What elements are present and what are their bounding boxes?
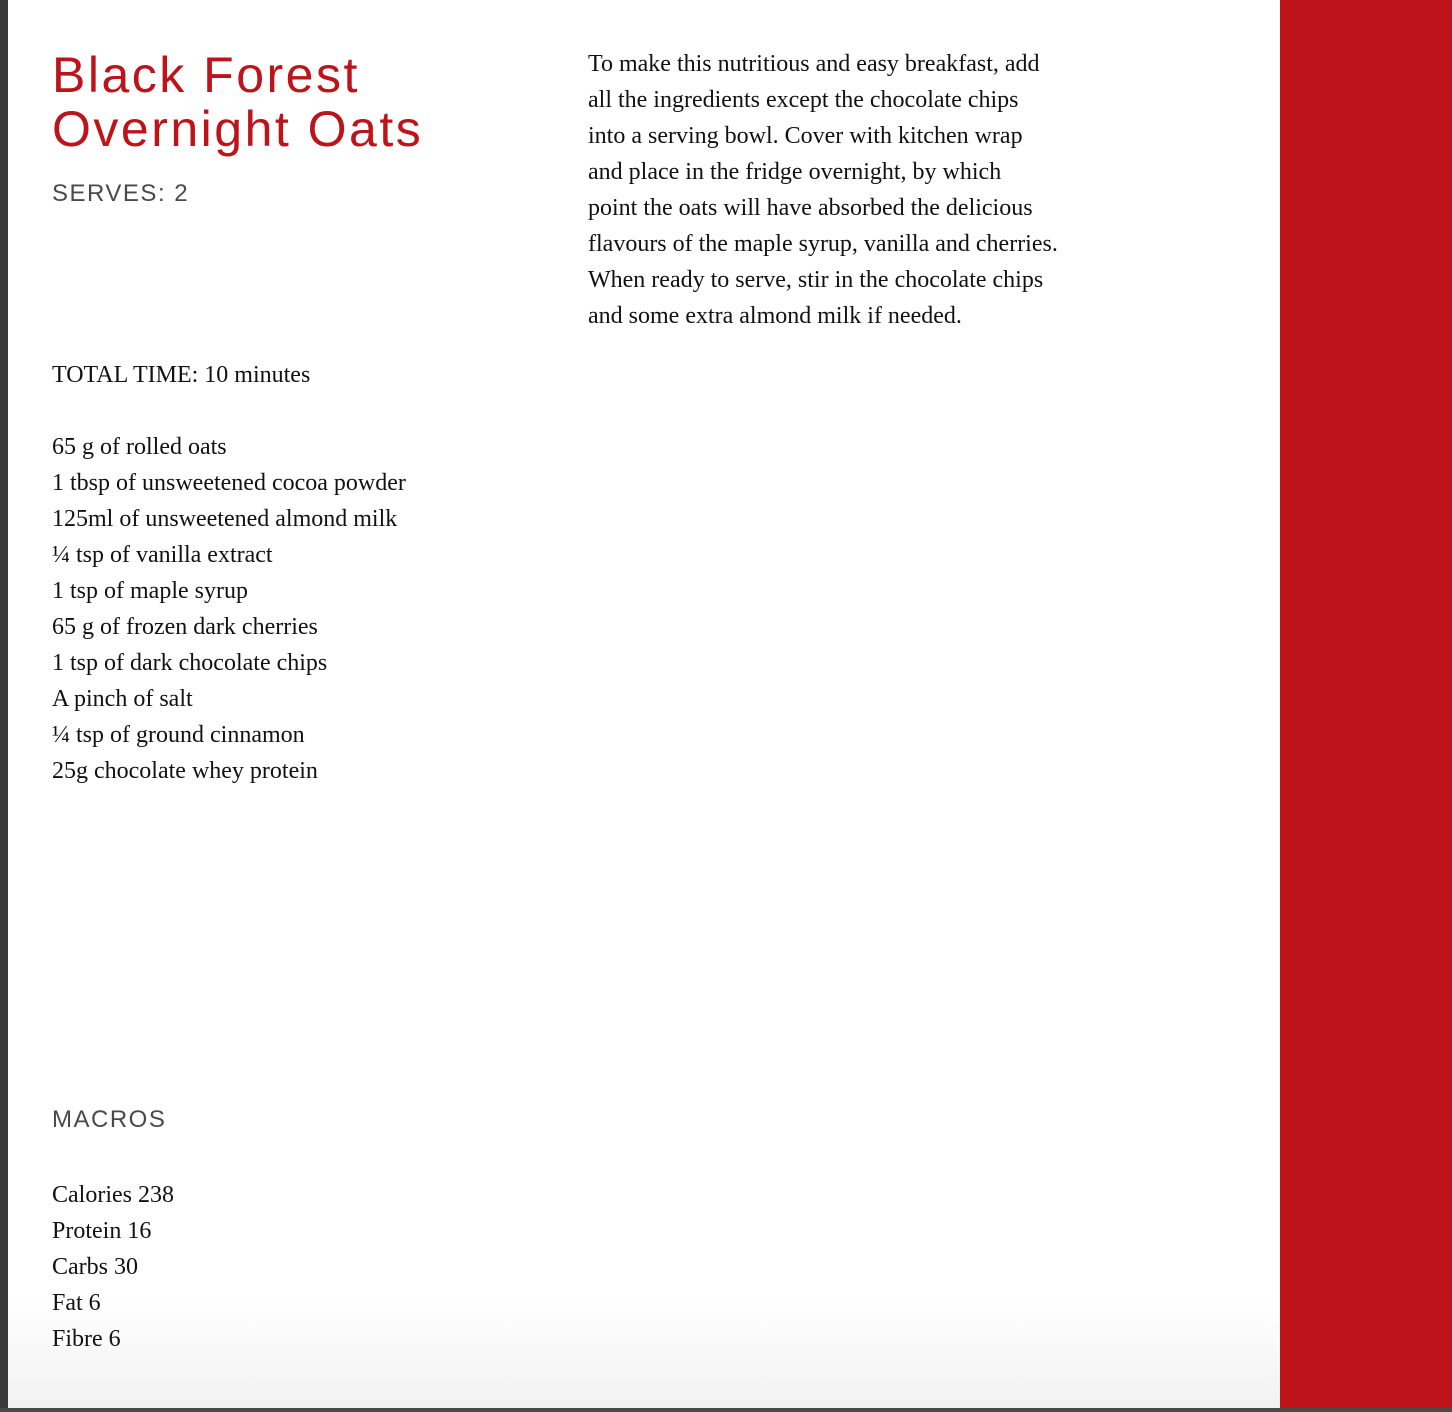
ingredient-item: A pinch of salt bbox=[52, 686, 193, 712]
macros-heading: MACROS bbox=[52, 1106, 167, 1133]
method-line: To make this nutritious and easy breakfast, add bbox=[588, 51, 1040, 77]
ingredient-item: 1 tsp of dark chocolate chips bbox=[52, 650, 328, 676]
method-line: flavours of the maple syrup, vanilla and cherries. bbox=[588, 231, 1058, 257]
ingredient-item: 1 tsp of maple syrup bbox=[52, 578, 248, 604]
ingredient-item: 25g chocolate whey protein bbox=[52, 758, 318, 784]
recipe-title-line-1: Black Forest bbox=[52, 47, 360, 103]
method-line: and some extra almond milk if needed. bbox=[588, 303, 962, 329]
ingredient-item: ¼ tsp of ground cinnamon bbox=[52, 722, 305, 748]
macro-item: Fibre 6 bbox=[52, 1326, 121, 1352]
recipe-title-line-2: Overnight Oats bbox=[52, 101, 424, 157]
method-line: all the ingredients except the chocolate chips bbox=[588, 87, 1019, 113]
ingredient-item: 65 g of rolled oats bbox=[52, 434, 227, 460]
method-line: into a serving bowl. Cover with kitchen wrap bbox=[588, 123, 1023, 149]
method-line: point the oats will have absorbed the delicious bbox=[588, 195, 1033, 221]
viewer-bottom-edge bbox=[0, 1408, 1452, 1412]
viewer-left-edge bbox=[0, 0, 8, 1412]
total-time: TOTAL TIME: 10 minutes bbox=[52, 362, 311, 388]
ingredient-item: ¼ tsp of vanilla extract bbox=[52, 542, 273, 568]
macro-item: Protein 16 bbox=[52, 1218, 152, 1244]
macro-item: Carbs 30 bbox=[52, 1254, 138, 1280]
ingredient-item: 65 g of frozen dark cherries bbox=[52, 614, 318, 640]
recipe-title bbox=[52, 48, 423, 156]
macro-item: Fat 6 bbox=[52, 1290, 101, 1316]
macro-item: Calories 238 bbox=[52, 1182, 174, 1208]
macros-list bbox=[52, 1177, 174, 1357]
method-line: When ready to serve, stir in the chocolate chips bbox=[588, 267, 1044, 293]
red-side-band bbox=[1280, 0, 1452, 1408]
method-line: and place in the fridge overnight, by which bbox=[588, 159, 1002, 185]
ingredient-item: 1 tbsp of unsweetened cocoa powder bbox=[52, 470, 406, 496]
recipe-page bbox=[8, 0, 1452, 1408]
method-paragraph bbox=[588, 46, 1108, 334]
ingredient-item: 125ml of unsweetened almond milk bbox=[52, 506, 398, 532]
serves-label: SERVES: 2 bbox=[52, 180, 190, 207]
ingredients-list bbox=[52, 429, 406, 789]
